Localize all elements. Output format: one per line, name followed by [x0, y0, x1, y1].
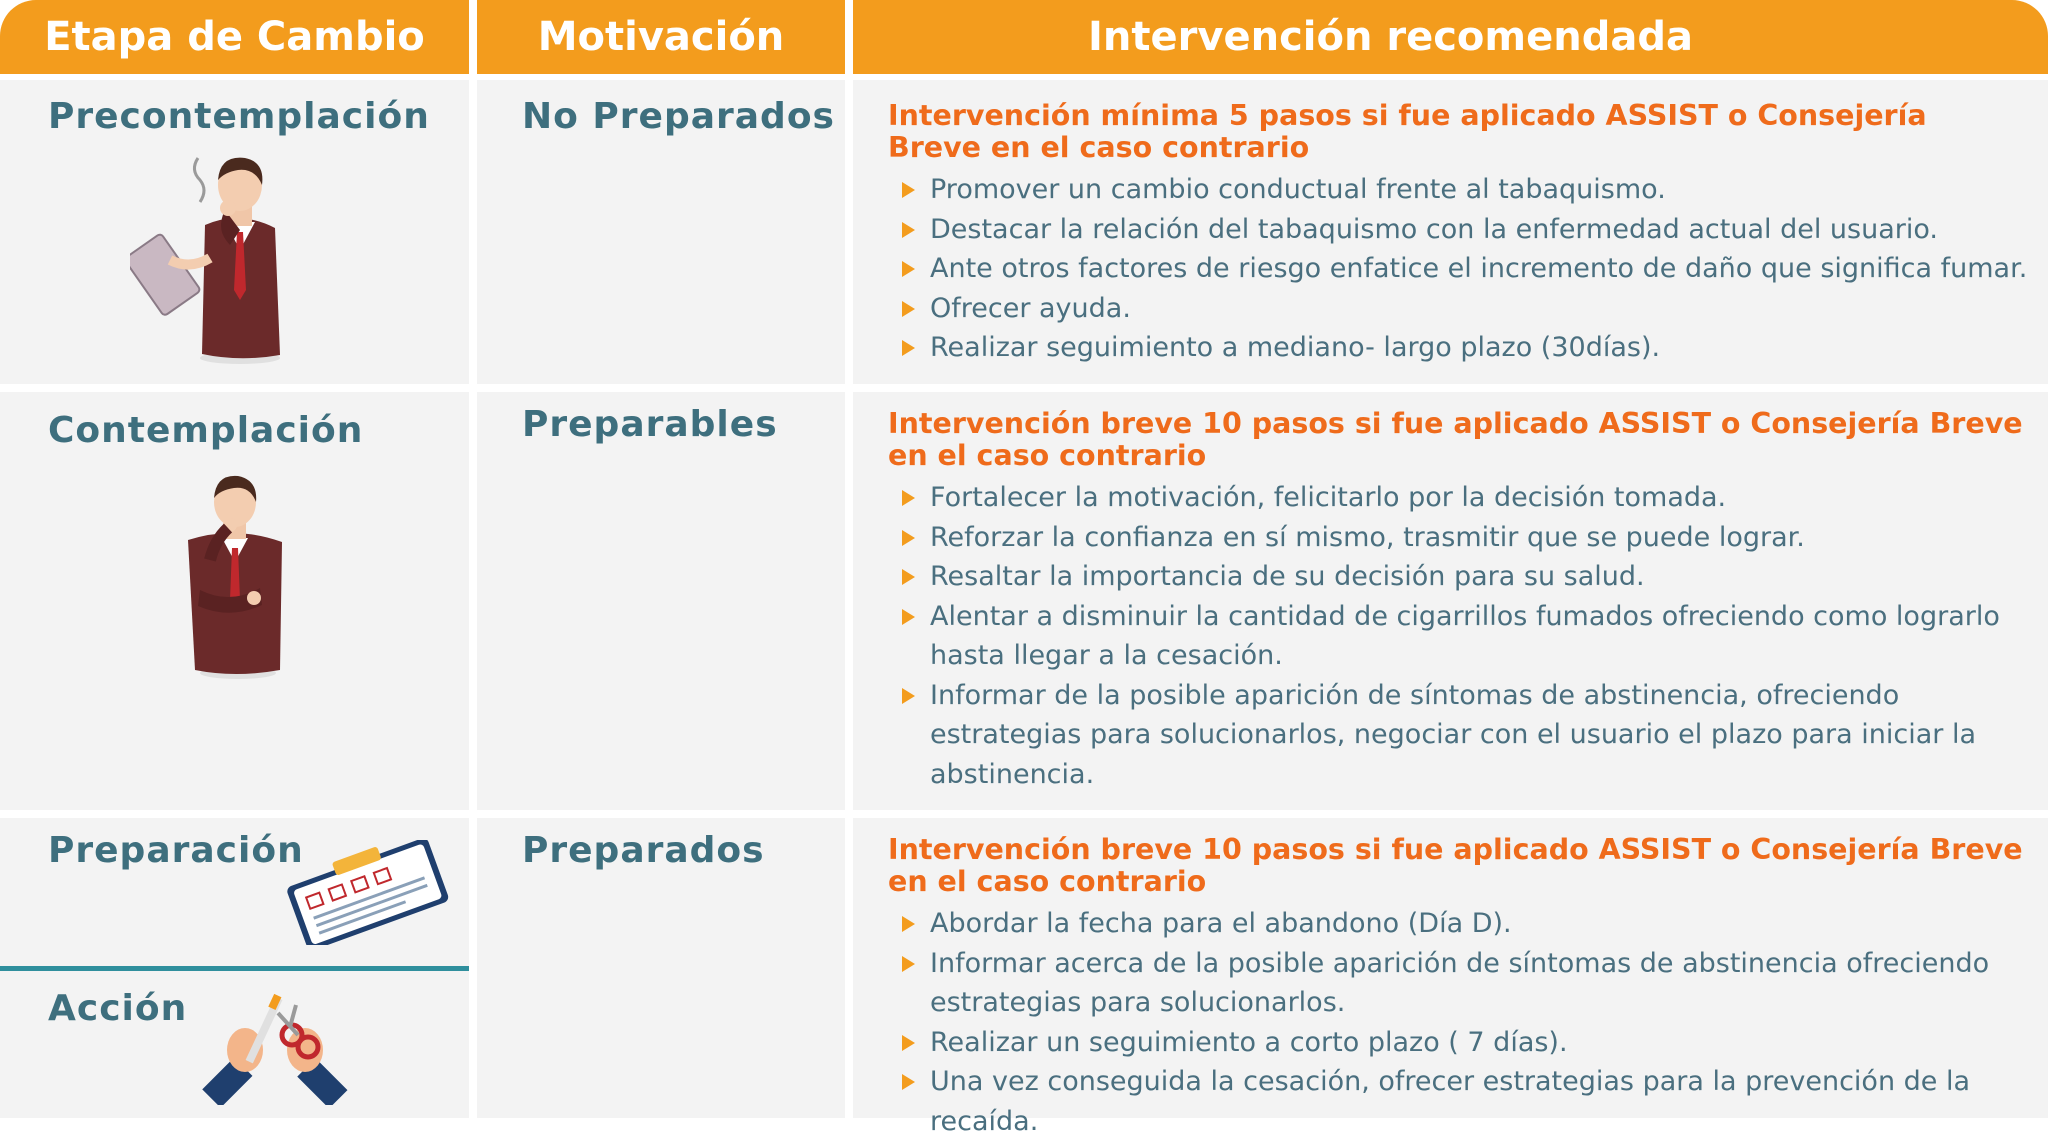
list-item: Ofrecer ayuda.: [888, 289, 2028, 329]
checklist-clipboard-icon: [280, 840, 455, 945]
list-item: Promover un cambio conductual frente al tabaquismo.: [888, 170, 2028, 210]
bullet-icon: [902, 916, 915, 932]
list-item: Informar acerca de la posible aparición de síntomas de abstinencia ofreciendo estrategias para solucionarlos.: [888, 944, 2028, 1023]
bullet-icon: [902, 490, 915, 506]
bullet-icon: [902, 1074, 915, 1090]
intervention-title: Intervención mínima 5 pasos si fue aplicado ASSIST o Consejería Breve en el caso contrario: [888, 99, 1927, 164]
bullet-icon: [902, 340, 915, 356]
list-item: Reforzar la confianza en sí mismo, trasmitir que se puede lograr.: [888, 518, 2028, 558]
list-item: Informar de la posible aparición de síntomas de abstinencia, ofreciendo estrategias para solucionarlos, negociar con el usuario el plazo para iniciar la abstinencia.: [888, 676, 2028, 795]
bullet-icon: [902, 530, 915, 546]
bullet-icon: [902, 261, 915, 277]
stage-contemplation: Contemplación: [48, 410, 364, 451]
stage-action: Acción: [48, 988, 188, 1029]
row2-motivation-cell: [477, 392, 845, 810]
motivation-preparables: Preparables: [522, 404, 778, 445]
header-motivation: Motivación: [477, 0, 845, 74]
intervention-block-3: [888, 834, 2028, 1141]
list-item: Destacar la relación del tabaquismo con la enfermedad actual del usuario.: [888, 210, 2028, 250]
intervention-list: [888, 478, 2028, 794]
motivation-no-preparados: No Preparados: [522, 96, 835, 137]
man-smoking-with-document-icon: [130, 150, 300, 365]
intervention-block-2: [888, 408, 2028, 794]
header-stage: Etapa de Cambio: [0, 0, 469, 74]
header-intervention: Intervención recomendada: [853, 0, 2048, 74]
list-item: Realizar un seguimiento a corto plazo ( 7 días).: [888, 1023, 2028, 1063]
list-item: Resaltar la importancia de su decisión para su salud.: [888, 557, 2028, 597]
list-item: Ante otros factores de riesgo enfatice el incremento de daño que significa fumar.: [888, 249, 2028, 289]
intervention-list: [888, 904, 2028, 1141]
man-thinking-icon: [170, 470, 300, 680]
bullet-icon: [902, 222, 915, 238]
list-item: Alentar a disminuir la cantidad de cigarrillos fumados ofreciendo como lograrlo hasta llegar a la cesación.: [888, 597, 2028, 676]
intervention-title: Intervención breve 10 pasos si fue aplicado ASSIST o Consejería Breve en el caso contrario: [888, 833, 2023, 898]
list-item: Una vez conseguida la cesación, ofrecer estrategias para la prevención de la recaída.: [888, 1062, 2028, 1141]
stage-preparation: Preparación: [48, 830, 304, 871]
list-item: Realizar seguimiento a mediano- largo plazo (30días).: [888, 328, 2028, 368]
bullet-icon: [902, 182, 915, 198]
bullet-icon: [902, 609, 915, 625]
bullet-icon: [902, 1035, 915, 1051]
bullet-icon: [902, 688, 915, 704]
intervention-list: [888, 170, 2028, 368]
intervention-title: Intervención breve 10 pasos si fue aplicado ASSIST o Consejería Breve en el caso contrario: [888, 407, 2023, 472]
intervention-block-1: [888, 100, 2028, 368]
list-item: Abordar la fecha para el abandono (Día D).: [888, 904, 2028, 944]
bullet-icon: [902, 956, 915, 972]
bullet-icon: [902, 569, 915, 585]
list-item: Fortalecer la motivación, felicitarlo por la decisión tomada.: [888, 478, 2028, 518]
stage-precontemplation: Precontemplación: [48, 96, 430, 137]
stage-divider: [0, 966, 469, 971]
motivation-preparados: Preparados: [522, 830, 765, 871]
bullet-icon: [902, 301, 915, 317]
hands-cutting-cigarette-icon: [200, 985, 350, 1105]
